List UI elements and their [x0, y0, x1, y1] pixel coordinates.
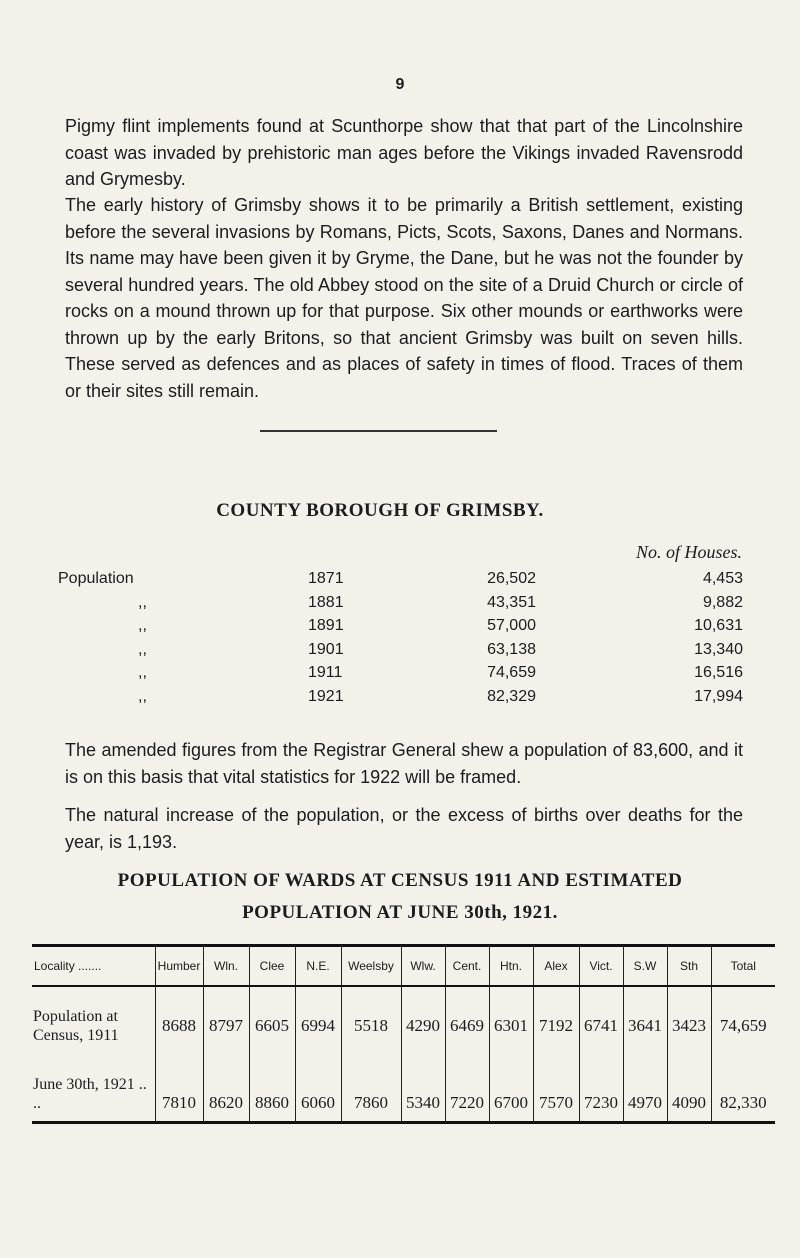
population-row-value: 63,138: [487, 640, 536, 658]
population-row-value: 57,000: [487, 617, 536, 634]
table-cell: 5340: [401, 1057, 445, 1123]
table-cell: 7230: [579, 1057, 623, 1123]
population-row-houses: 10,631: [694, 617, 743, 634]
header-total: Total: [711, 946, 775, 987]
table-cell: 3423: [667, 986, 711, 1057]
table-row: [32, 1057, 775, 1123]
wards-heading-line1: POPULATION OF WARDS AT CENSUS 1911 AND ESTIMATED: [117, 870, 683, 891]
table-cell: 8860: [249, 1057, 295, 1123]
population-row: [58, 641, 748, 665]
population-row-year: 1921: [308, 687, 344, 705]
population-row: [58, 617, 748, 641]
table-cell: 8620: [203, 1057, 249, 1123]
header-clee: Clee: [249, 946, 295, 987]
table-cell: 7220: [445, 1057, 489, 1123]
population-row-label: ,,: [138, 664, 147, 681]
table-cell: 6741: [579, 986, 623, 1057]
population-row-value: 26,502: [487, 570, 536, 587]
section-divider: [260, 430, 497, 432]
population-row-label: ,,: [138, 687, 147, 705]
table-cell: 6994: [295, 986, 341, 1057]
population-row-houses: 16,516: [694, 664, 743, 681]
header-cent: Cent.: [445, 946, 489, 987]
table-cell: 6605: [249, 986, 295, 1057]
wards-header-row: [32, 946, 775, 987]
population-history-table: [58, 570, 748, 711]
header-vict: Vict.: [579, 946, 623, 987]
population-row-houses: 17,994: [694, 687, 743, 705]
population-row-label: ,,: [138, 593, 147, 611]
table-cell: 7860: [341, 1057, 401, 1123]
header-sw: S.W: [623, 946, 667, 987]
population-row-label: ,,: [138, 640, 147, 658]
population-row-houses: 13,340: [694, 640, 743, 658]
paragraph-early-history: The early history of Grimsby shows it to be primarily a British settlement, existing before the several invasions by Romans, Picts, Scots, Saxons, Danes and Normans. Its name may have been given it by Gryme, the Dane, but he was not the founder by several hundred years. The old Abbey stood on the site of a Druid Church or circle of rocks on a mound thrown up for that purpose. Six other mounds or earthworks were thrown up by the early Britons, so that ancient Grimsby was built on seven hills. These served as defences and as places of safety in times of flood. Traces of them or their sites still remain.: [65, 195, 743, 401]
wards-population-table: [32, 944, 775, 1124]
table-cell: 7810: [155, 1057, 203, 1123]
table-cell: 3641: [623, 986, 667, 1057]
paragraph-natural-increase: The natural increase of the population, or the excess of births over deaths for the year, is 1,193.: [65, 805, 743, 852]
population-row-year: 1891: [308, 617, 344, 634]
header-htn: Htn.: [489, 946, 533, 987]
population-row-year: 1911: [308, 664, 343, 681]
table-cell: 4090: [667, 1057, 711, 1123]
population-row: [58, 688, 748, 712]
population-row-value: 82,329: [487, 687, 536, 705]
page-number: 9: [395, 76, 405, 93]
header-humber: Humber: [155, 946, 203, 987]
header-wln: Wln.: [203, 946, 249, 987]
population-row-label: ,,: [138, 617, 147, 634]
county-heading: COUNTY BOROUGH OF GRIMSBY.: [216, 500, 544, 521]
houses-column-header: No. of Houses.: [635, 542, 742, 562]
row-label: June 30th, 1921 .. ..: [32, 1057, 155, 1123]
table-row: [32, 986, 775, 1057]
population-row-year: 1881: [308, 593, 344, 611]
table-cell-total: 74,659: [711, 986, 775, 1057]
population-row: [58, 594, 748, 618]
header-ne: N.E.: [295, 946, 341, 987]
wards-heading-line2: POPULATION AT JUNE 30th, 1921.: [242, 902, 558, 923]
population-row-houses: 9,882: [702, 593, 743, 611]
header-wlw: Wlw.: [401, 946, 445, 987]
population-row-value: 43,351: [487, 593, 536, 611]
table-cell: 4290: [401, 986, 445, 1057]
table-cell: 6700: [489, 1057, 533, 1123]
population-row-year: 1901: [308, 640, 344, 658]
table-cell: 5518: [341, 986, 401, 1057]
table-cell: 7570: [533, 1057, 579, 1123]
population-row: [58, 664, 748, 688]
table-cell: 4970: [623, 1057, 667, 1123]
paragraph-amended-figures: The amended figures from the Registrar General shew a population of 83,600, and it is on this basis that vital statistics for 1922 will be framed.: [65, 740, 743, 787]
table-cell: 7192: [533, 986, 579, 1057]
table-cell: 6469: [445, 986, 489, 1057]
population-row-year: 1871: [308, 570, 344, 587]
table-cell-total: 82,330: [711, 1057, 775, 1123]
population-row-value: 74,659: [487, 664, 536, 681]
population-row-label: Population: [58, 570, 134, 587]
row-label: Population at Census, 1911: [33, 1008, 119, 1044]
population-row-houses: 4,453: [702, 570, 743, 587]
header-weelsby: Weelsby: [341, 946, 401, 987]
paragraph-flint-implements: Pigmy flint implements found at Scunthorpe show that that part of the Lincolnshire coast was invaded by prehistoric man ages before the Vikings invaded Ravensrodd and Grymesby.: [65, 116, 743, 189]
table-cell: 8688: [155, 986, 203, 1057]
population-row: [58, 570, 748, 594]
header-alex: Alex: [533, 946, 579, 987]
table-cell: 6060: [295, 1057, 341, 1123]
table-cell: 6301: [489, 986, 533, 1057]
table-cell: 8797: [203, 986, 249, 1057]
header-locality: Locality .......: [32, 946, 155, 987]
header-sth: Sth: [667, 946, 711, 987]
